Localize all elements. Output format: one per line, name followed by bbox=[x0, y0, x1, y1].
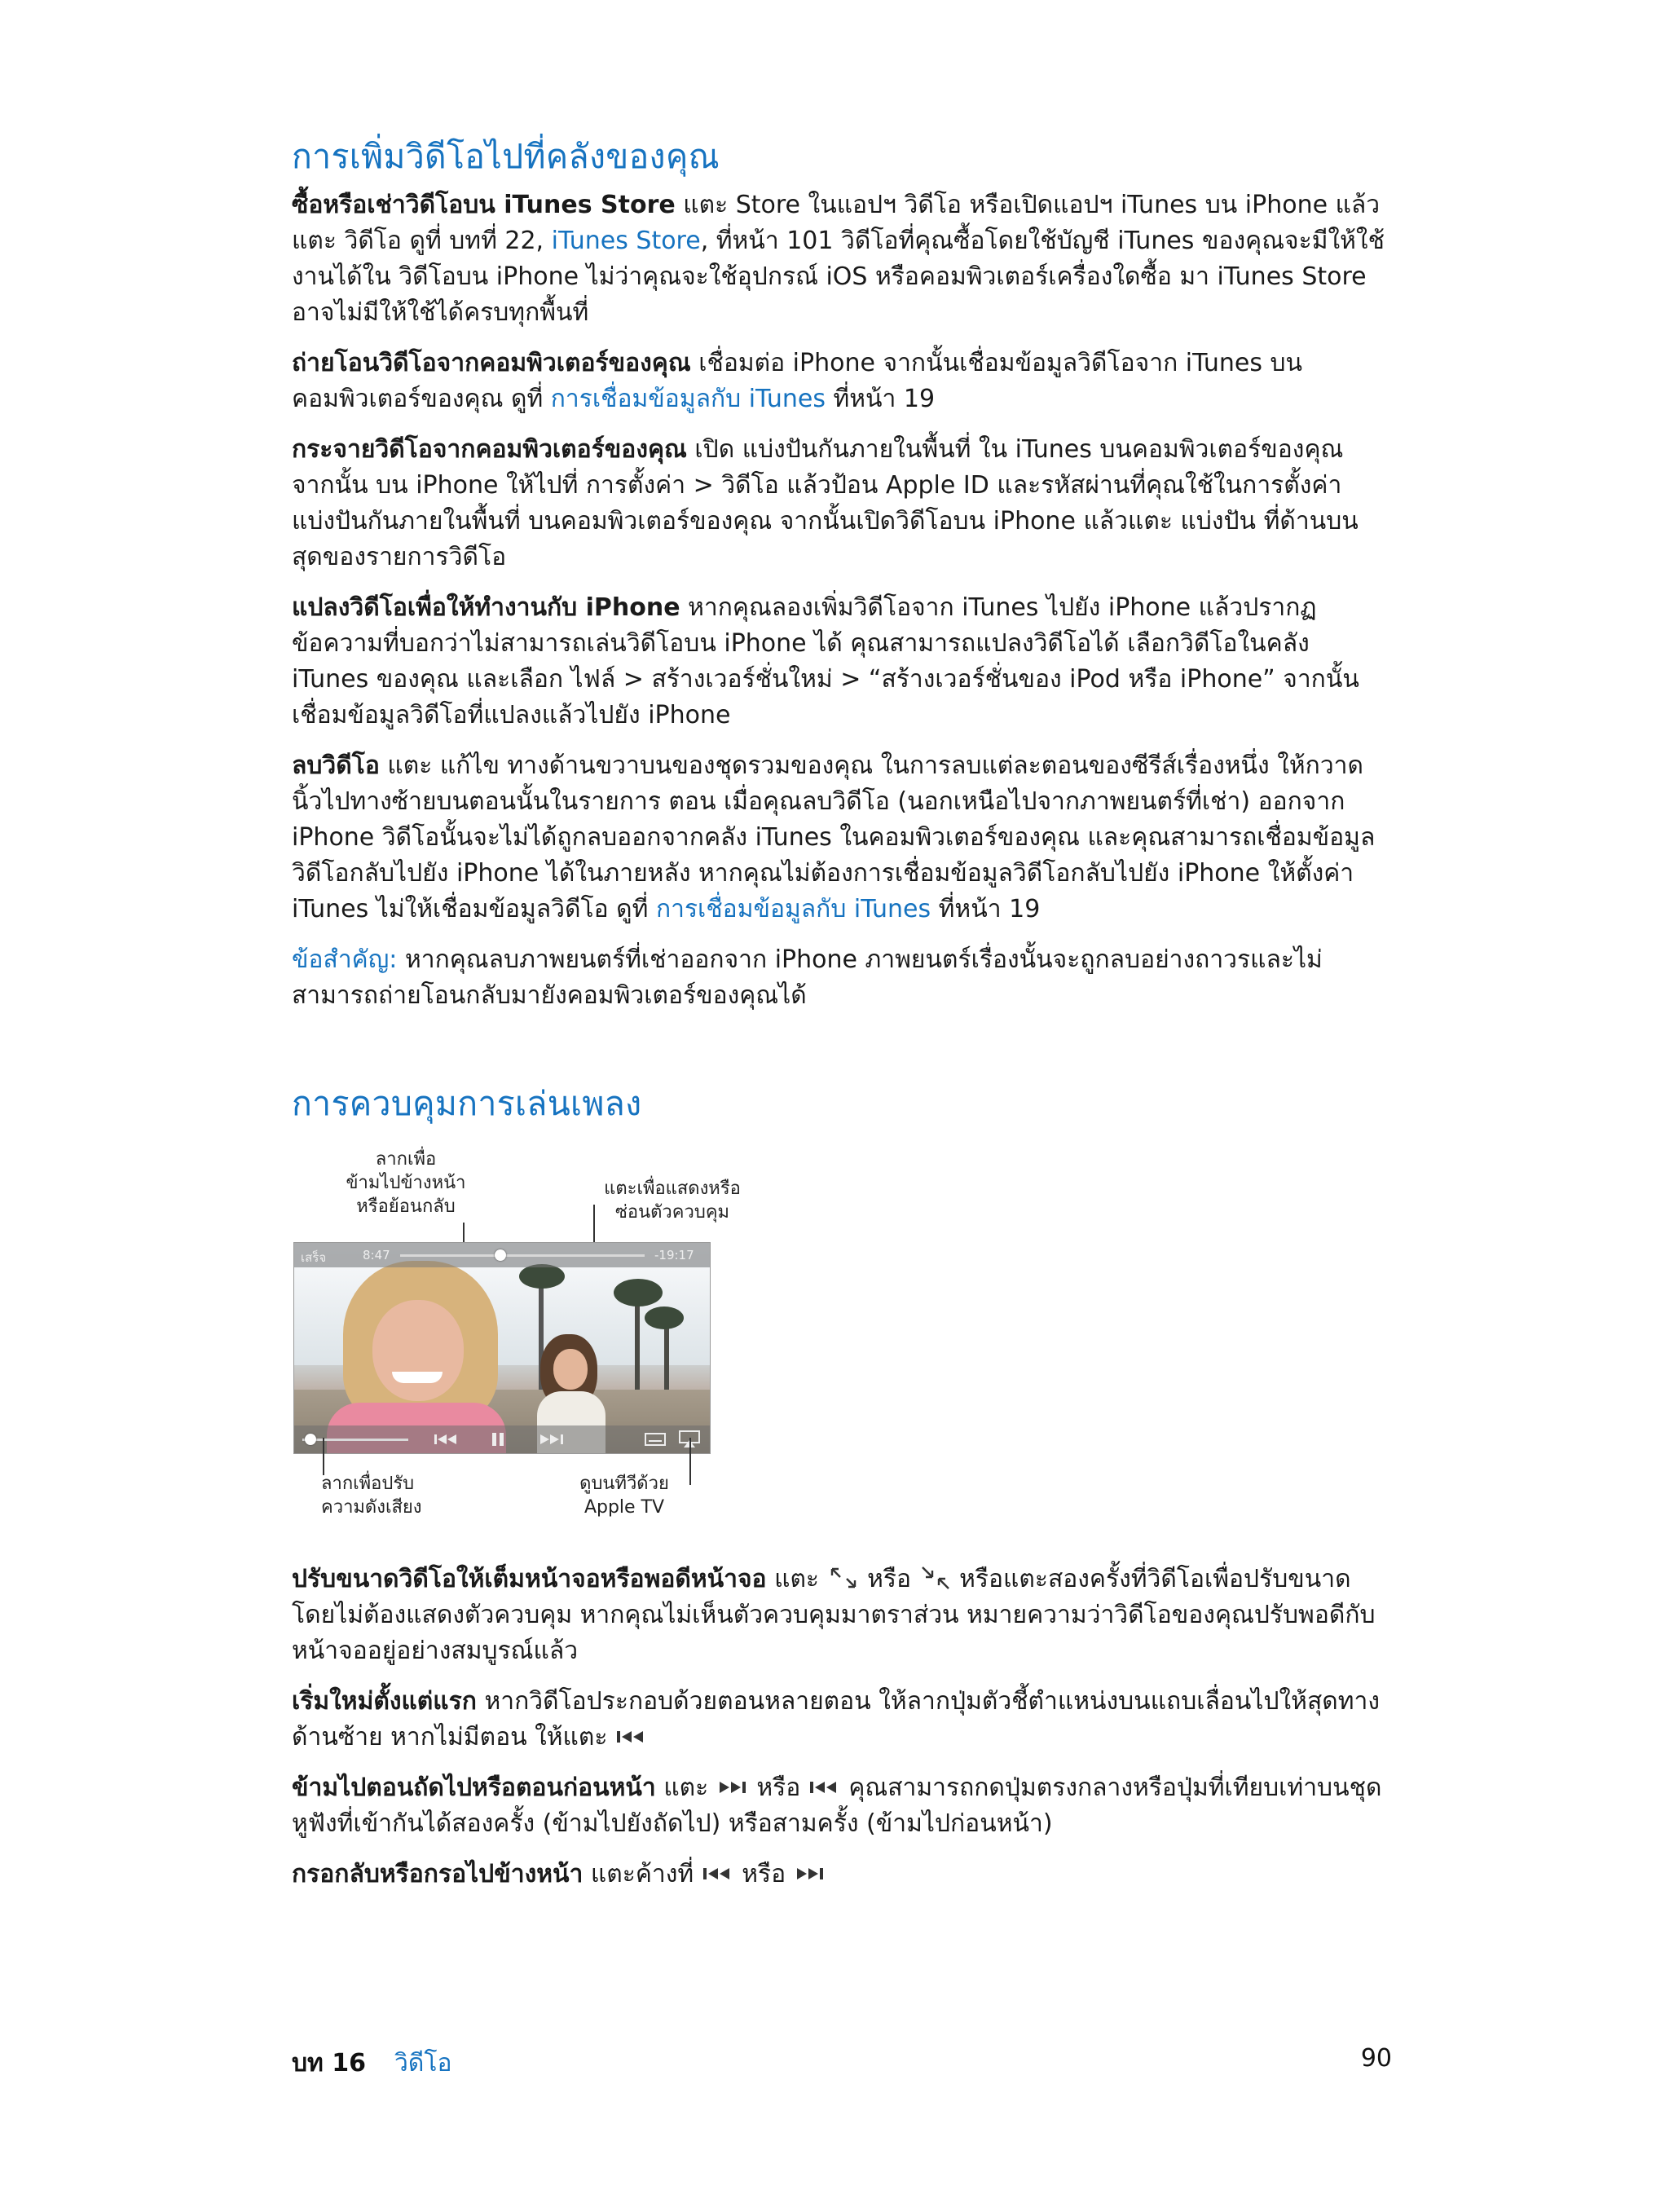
callout-scrub-text: ลากเพื่อ ข้ามไปข้างหน้า หรือย้อนกลับ bbox=[346, 1149, 466, 1217]
video-top-bar bbox=[294, 1243, 710, 1267]
person-face bbox=[372, 1300, 464, 1401]
remaining-time: -19:17 bbox=[654, 1248, 694, 1262]
paragraph-text: , ที่หน้า 101 วิดีโอที่คุณซื้อโดยใช้บัญชี iTunes ของคุณจะมีให้ใช้งานได้ใน วิดีโอบน iPhone ไม่ว่าคุณจะใช้อุปกรณ์ iOS หรือคอมพิวเตอร์เครื่องใดซื้อ มา iTunes Store อาจไม่มีให้ใช้ได้ครบทุกพื้นที่ bbox=[292, 227, 1385, 327]
palm-tree-top bbox=[645, 1306, 684, 1329]
important-note bbox=[292, 942, 1388, 1014]
paragraph-heading: ลบวิดีโอ bbox=[292, 751, 380, 780]
section-title-add-video: การเพิ่มวิดีโอไปที่คลังของคุณ bbox=[292, 137, 720, 176]
callout-tap-text: แตะเพื่อแสดงหรือ ซ่อนตัวควบคุม bbox=[604, 1179, 741, 1223]
previous-track-icon bbox=[615, 1721, 648, 1741]
paragraph-heading: ข้ามไปตอนถัดไปหรือตอนก่อนหน้า bbox=[292, 1774, 656, 1802]
callout-volume-line bbox=[323, 1438, 324, 1475]
next-track-icon[interactable] bbox=[537, 1430, 565, 1452]
note-label: ข้อสำคัญ: bbox=[292, 945, 398, 974]
section-title-playback: การควบคุมการเล่นเพลง bbox=[292, 1084, 642, 1123]
paragraph-text: แตะค้างที่ bbox=[583, 1860, 702, 1888]
scrubber-knob[interactable] bbox=[495, 1249, 506, 1261]
person-smile bbox=[392, 1372, 443, 1383]
paragraph-text: แตะ แก้ไข ทางด้านขวาบนของชุดรวมของคุณ ในการลบแต่ละตอนของซีรีส์เรื่องหนึ่ง ให้กวาดนิ้วไปทางซ้ายบนตอนนั้นในรายการ ตอน เมื่อคุณลบวิดีโอ (นอกเหนือไปจากภาพยนตร์ที่เช่า) ออกจาก iPhone วิดีโอนั้นจะไม่ได้ถูกลบออกจากคลัง iTunes ในคอมพิวเตอร์ของคุณ และคุณสามารถเชื่อมข้อมูลวิดีโอกลับไปยัง iPhone ได้ในภายหลัง หากคุณไม่ต้องการเชื่อมข้อมูลวิดีโอกลับไปยัง iPhone ให้ตั้งค่า iTunes ไม่ให้เชื่อมข้อมูลวิดีโอ ดูที่ bbox=[292, 751, 1376, 923]
paragraph-heading: กรอกลับหรือกรอไปข้างหน้า bbox=[292, 1860, 583, 1888]
link-itunes-sync[interactable]: การเชื่อมข้อมูลกับ iTunes bbox=[655, 895, 931, 923]
callout-scrub bbox=[324, 1148, 487, 1218]
next-track-icon bbox=[716, 1772, 749, 1791]
callout-volume bbox=[321, 1472, 443, 1519]
pause-icon[interactable] bbox=[490, 1430, 506, 1452]
video-screen[interactable] bbox=[293, 1242, 711, 1454]
previous-track-icon bbox=[702, 1858, 734, 1878]
scrubber-track[interactable] bbox=[400, 1254, 645, 1257]
paragraph-text: เปิด แบ่งปันกันภายในพื้นที่ ใน iTunes บนคอมพิวเตอร์ของคุณ จากนั้น บน iPhone ให้ไปที่ การตั้งค่า > วิดีโอ แล้วป้อน Apple ID และรหัสผ่านที่คุณใช้ในการตั้งค่า แบ่งปันกันภายในพื้นที่ บนคอมพิวเตอร์ของคุณ จากนั้นเปิดวิดีโอบน iPhone แล้วแตะ แบ่งปัน ที่ด้านบนสุดของรายการวิดีโอ bbox=[292, 435, 1359, 571]
callout-appletv-line bbox=[689, 1438, 691, 1485]
palm-tree bbox=[635, 1292, 640, 1406]
callout-appletv-text: ดูบนทีวีด้วย Apple TV bbox=[579, 1474, 669, 1518]
callout-appletv bbox=[561, 1472, 688, 1519]
paragraph-skip-chapters bbox=[292, 1770, 1388, 1842]
palm-tree-top bbox=[519, 1264, 565, 1289]
paragraph-text: เชื่อมต่อ iPhone จากนั้นเชื่อมข้อมูลวิดีโอจาก iTunes บนคอมพิวเตอร์ของคุณ ดูที่ bbox=[292, 349, 1303, 413]
palm-tree-top bbox=[614, 1279, 663, 1306]
paragraph-transfer-videos bbox=[292, 346, 1388, 417]
paragraph-stream-videos bbox=[292, 432, 1388, 575]
video-bottom-bar bbox=[294, 1425, 710, 1453]
callout-volume-text: ลากเพื่อปรับ ความดังเสียง bbox=[321, 1474, 422, 1518]
footer-chapter: บท 16 bbox=[292, 2049, 367, 2078]
page-number: 90 bbox=[1360, 2044, 1392, 2073]
note-text: หากคุณลบภาพยนตร์ที่เช่าออกจาก iPhone ภาพยนตร์เรื่องนั้นจะถูกลบอย่างถาวรและไม่สามารถถ่ายโอนกลับมายังคอมพิวเตอร์ของคุณได้ bbox=[292, 945, 1323, 1010]
paragraph-delete-video bbox=[292, 748, 1388, 928]
link-itunes-store[interactable]: iTunes Store bbox=[551, 227, 701, 255]
paragraph-text: ที่หน้า 19 bbox=[825, 385, 936, 413]
subtitles-icon[interactable] bbox=[645, 1432, 666, 1451]
person-face bbox=[553, 1349, 588, 1390]
paragraph-text: หรือ bbox=[859, 1565, 919, 1593]
paragraph-heading: ปรับขนาดวิดีโอให้เต็มหน้าจอหรือพอดีหน้าจอ bbox=[292, 1565, 767, 1593]
paragraph-text: หรือแตะสองครั้งที่วิดีโอเพื่อปรับขนาดโดยไม่ต้องแสดงตัวควบคุม หากคุณไม่เห็นตัวควบคุมมาตราส่วน หมายความว่าวิดีโอของคุณปรับพอดีกับหน้าจออยู่อย่างสมบูรณ์แล้ว bbox=[292, 1565, 1376, 1665]
paragraph-restart bbox=[292, 1684, 1388, 1756]
paragraph-rewind-forward bbox=[292, 1857, 1388, 1893]
paragraph-text: หรือ bbox=[733, 1860, 794, 1888]
paragraph-scale-video bbox=[292, 1562, 1388, 1669]
previous-track-icon[interactable] bbox=[433, 1430, 460, 1452]
paragraph-heading: แปลงวิดีโอเพื่อให้ทำงานกับ iPhone bbox=[292, 593, 680, 622]
callout-tap bbox=[595, 1177, 750, 1224]
video-player-figure bbox=[292, 1148, 764, 1539]
paragraph-text: แตะ Store ในแอปฯ วิดีโอ หรือเปิดแอปฯ iTunes บน iPhone แล้วแตะ วิดีโอ ดูที่ บทที่ 22, bbox=[292, 191, 1381, 255]
footer-chapter-title[interactable]: วิดีโอ bbox=[394, 2049, 452, 2078]
paragraph-heading: กระจายวิดีโอจากคอมพิวเตอร์ของคุณ bbox=[292, 435, 687, 464]
done-button[interactable]: เสร็จ bbox=[301, 1250, 327, 1265]
paragraph-text: คุณสามารถกดปุ่มตรงกลางหรือปุ่มที่เทียบเท่าบนชุดหูฟังที่เข้ากันได้สองครั้ง (ข้ามไปยังถัดไป) หรือสามครั้ง (ข้ามไปก่อนหน้า) bbox=[292, 1774, 1382, 1838]
shrink-arrows-icon bbox=[919, 1565, 952, 1589]
paragraph-text: หากคุณลองเพิ่มวิดีโอจาก iTunes ไปยัง iPhone แล้วปรากฏข้อความที่บอกว่าไม่สามารถเล่นวิดีโอบน iPhone ได้ คุณสามารถแปลงวิดีโอได้ เลือกวิดีโอในคลัง iTunes ของคุณ และเลือก ไฟล์ > สร้างเวอร์ชั่นใหม่ > “สร้างเวอร์ชั่นของ iPod หรือ iPhone” จากนั้นเชื่อมข้อมูลวิดีโอที่แปลงแล้วไปยัง iPhone bbox=[292, 593, 1359, 729]
volume-knob[interactable] bbox=[305, 1434, 316, 1445]
previous-track-icon bbox=[808, 1772, 841, 1791]
paragraph-buy-rent bbox=[292, 187, 1388, 331]
volume-track[interactable] bbox=[302, 1439, 408, 1441]
link-itunes-sync[interactable]: การเชื่อมข้อมูลกับ iTunes bbox=[550, 385, 826, 413]
paragraph-heading: ซื้อหรือเช่าวิดีโอบน iTunes Store bbox=[292, 191, 676, 219]
paragraph-heading: ถ่ายโอนวิดีโอจากคอมพิวเตอร์ของคุณ bbox=[292, 349, 691, 377]
expand-arrows-icon bbox=[827, 1565, 860, 1589]
paragraph-text: หรือ bbox=[748, 1774, 808, 1802]
paragraph-convert-videos bbox=[292, 590, 1388, 734]
elapsed-time: 8:47 bbox=[363, 1248, 390, 1262]
paragraph-heading: เริ่มใหม่ตั้งแต่แรก bbox=[292, 1687, 477, 1716]
paragraph-text: ที่หน้า 19 bbox=[931, 895, 1041, 923]
paragraph-text: แตะ bbox=[655, 1774, 716, 1802]
paragraph-text: แตะ bbox=[766, 1565, 827, 1593]
paragraph-text: หากวิดีโอประกอบด้วยตอนหลายตอน ให้ลากปุ่มตัวชี้ตำแหน่งบนแถบเลื่อนไปให้สุดทางด้านซ้าย หากไม่มีตอน ให้แตะ bbox=[292, 1687, 1381, 1752]
next-track-icon bbox=[794, 1858, 826, 1878]
